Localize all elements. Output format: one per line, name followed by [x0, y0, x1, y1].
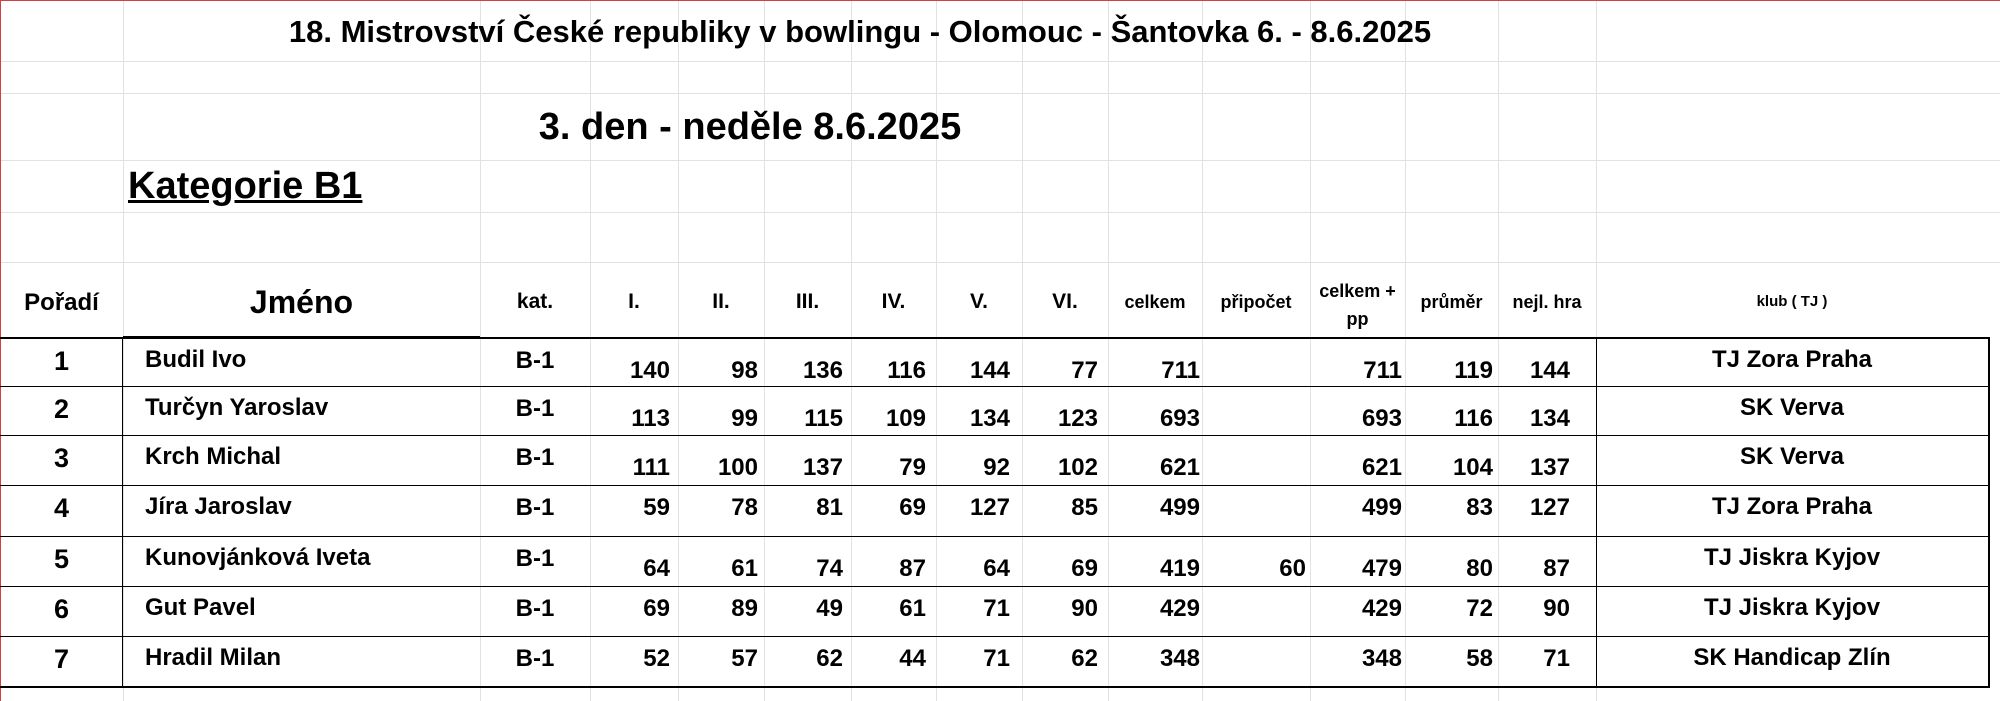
club-cell: TJ Zora Praha: [1711, 346, 1873, 373]
rank-cell: 1: [53, 346, 70, 376]
game-score-cell: 144: [969, 357, 1010, 384]
game-score-cell: 116: [887, 357, 926, 384]
club-cell: SK Verva: [1739, 394, 1845, 421]
game-score-cell: 62: [1071, 645, 1098, 672]
game-score-cell: 89: [731, 595, 758, 622]
total-cell: 419: [1159, 555, 1200, 582]
category-cell: B-1: [515, 347, 555, 374]
average-cell: 83: [1466, 494, 1493, 521]
game-score-cell: 71: [983, 595, 1010, 622]
total-with-handicap-cell: 429: [1361, 595, 1402, 622]
header-game-2: II.: [712, 290, 730, 313]
game-score-cell: 52: [643, 645, 670, 672]
row-divider: [0, 485, 1990, 486]
player-name-cell: Turčyn Yaroslav: [145, 394, 329, 421]
player-name-cell: Hradil Milan: [145, 644, 282, 671]
category-cell: B-1: [515, 645, 555, 672]
grid-row-line: [0, 262, 2000, 263]
row-divider: [0, 636, 1990, 637]
total-cell: 348: [1159, 645, 1200, 672]
grid-column-line: [1202, 0, 1203, 701]
name-header-underline: [123, 336, 480, 339]
game-score-cell: 115: [804, 405, 843, 432]
header-average: průměr: [1420, 292, 1483, 312]
club-cell: SK Handicap Zlín: [1693, 644, 1891, 671]
header-handicap: připočet: [1220, 292, 1292, 312]
game-score-cell: 127: [969, 494, 1010, 521]
game-score-cell: 134: [969, 405, 1010, 432]
game-score-cell: 102: [1057, 454, 1098, 481]
header-name: Jméno: [249, 284, 354, 320]
average-cell: 80: [1466, 555, 1493, 582]
game-score-cell: 123: [1057, 405, 1098, 432]
grid-row-line: [0, 93, 2000, 94]
header-category: kat.: [516, 290, 554, 313]
best-game-cell: 71: [1543, 645, 1570, 672]
average-cell: 119: [1454, 357, 1493, 384]
best-game-cell: 127: [1529, 494, 1570, 521]
header-total: celkem: [1124, 292, 1186, 312]
table-bottom-border: [0, 686, 1990, 688]
game-score-cell: 81: [816, 494, 843, 521]
page-title: 18. Mistrovství České republiky v bowlingu - Olomouc - Šantovka 6. - 8.6.2025: [288, 14, 1432, 49]
category-cell: B-1: [515, 545, 555, 572]
best-game-cell: 87: [1543, 555, 1570, 582]
best-game-cell: 144: [1529, 357, 1570, 384]
club-cell: TJ Jiskra Kyjov: [1703, 544, 1881, 571]
total-cell: 429: [1159, 595, 1200, 622]
grid-row-line: [0, 160, 2000, 161]
header-game-3: III.: [795, 290, 820, 313]
player-name-cell: Krch Michal: [145, 443, 282, 470]
game-score-cell: 74: [816, 555, 843, 582]
total-cell: 499: [1159, 494, 1200, 521]
best-game-cell: 137: [1529, 454, 1570, 481]
game-score-cell: 62: [816, 645, 843, 672]
category-cell: B-1: [515, 395, 555, 422]
header-club: klub ( TJ ): [1756, 293, 1828, 310]
game-score-cell: 136: [802, 357, 843, 384]
club-cell: SK Verva: [1739, 443, 1845, 470]
category-cell: B-1: [515, 494, 555, 521]
header-game-1: I.: [628, 290, 640, 313]
total-cell: 711: [1161, 357, 1200, 384]
game-score-cell: 61: [899, 595, 926, 622]
club-cell: TJ Zora Praha: [1711, 493, 1873, 520]
average-cell: 104: [1452, 454, 1493, 481]
game-score-cell: 140: [629, 357, 670, 384]
total-with-handicap-cell: 711: [1363, 357, 1402, 384]
game-score-cell: 71: [983, 645, 1010, 672]
total-with-handicap-cell: 621: [1361, 454, 1402, 481]
game-score-cell: 98: [731, 357, 758, 384]
handicap-cell: 60: [1279, 555, 1306, 582]
player-name-cell: Budil Ivo: [145, 346, 247, 373]
game-score-cell: 87: [899, 555, 926, 582]
rank-cell: 7: [53, 644, 70, 674]
club-cell: TJ Jiskra Kyjov: [1703, 594, 1881, 621]
game-score-cell: 49: [816, 595, 843, 622]
grid-column-line: [480, 0, 481, 701]
game-score-cell: 78: [731, 494, 758, 521]
header-game-4: IV.: [881, 290, 906, 313]
header-total-with-handicap: celkem + pp: [1319, 281, 1396, 329]
grid-row-line: [0, 61, 2000, 62]
header-rank: Pořadí: [24, 289, 99, 316]
game-score-cell: 69: [643, 595, 670, 622]
rank-cell: 2: [53, 394, 70, 424]
game-score-cell: 100: [717, 454, 758, 481]
game-score-cell: 99: [731, 405, 758, 432]
game-score-cell: 79: [899, 454, 926, 481]
total-with-handicap-cell: 499: [1361, 494, 1402, 521]
total-with-handicap-cell: 348: [1361, 645, 1402, 672]
game-score-cell: 137: [802, 454, 843, 481]
game-score-cell: 113: [631, 405, 670, 432]
rank-cell: 5: [53, 544, 70, 574]
sheet-top-edge: [0, 0, 2000, 1]
game-score-cell: 69: [899, 494, 926, 521]
game-score-cell: 92: [983, 454, 1010, 481]
game-score-cell: 77: [1071, 357, 1098, 384]
player-name-cell: Kunovjánková Iveta: [145, 544, 371, 571]
game-score-cell: 59: [643, 494, 670, 521]
row-divider: [0, 386, 1990, 387]
average-cell: 72: [1466, 595, 1493, 622]
average-cell: 58: [1466, 645, 1493, 672]
category-cell: B-1: [515, 444, 555, 471]
total-cell: 693: [1159, 405, 1200, 432]
header-best-game: nejl. hra: [1512, 292, 1582, 312]
best-game-cell: 90: [1543, 595, 1570, 622]
game-score-cell: 64: [643, 555, 670, 582]
player-name-cell: Jíra Jaroslav: [145, 493, 292, 520]
rank-cell: 4: [53, 493, 70, 523]
row-divider: [0, 435, 1990, 436]
game-score-cell: 69: [1071, 555, 1098, 582]
row-divider: [0, 586, 1990, 587]
game-score-cell: 85: [1071, 494, 1098, 521]
rank-cell: 6: [53, 594, 70, 624]
total-cell: 621: [1159, 454, 1200, 481]
game-score-cell: 61: [731, 555, 758, 582]
day-subtitle: 3. den - neděle 8.6.2025: [538, 106, 962, 148]
average-cell: 116: [1454, 405, 1493, 432]
header-game-5: V.: [970, 290, 988, 313]
row-divider: [0, 536, 1990, 537]
game-score-cell: 90: [1071, 595, 1098, 622]
category-cell: B-1: [515, 595, 555, 622]
game-score-cell: 111: [632, 454, 670, 481]
game-score-cell: 44: [899, 645, 926, 672]
grid-row-line: [0, 212, 2000, 213]
game-score-cell: 109: [885, 405, 926, 432]
header-game-6: VI.: [1052, 290, 1078, 313]
grid-column-line: [123, 0, 124, 701]
game-score-cell: 64: [983, 555, 1010, 582]
total-with-handicap-cell: 693: [1361, 405, 1402, 432]
category-heading: Kategorie B1: [128, 165, 363, 207]
total-with-handicap-cell: 479: [1361, 555, 1402, 582]
game-score-cell: 57: [731, 645, 758, 672]
player-name-cell: Gut Pavel: [145, 594, 256, 621]
rank-cell: 3: [53, 443, 70, 473]
best-game-cell: 134: [1529, 405, 1570, 432]
